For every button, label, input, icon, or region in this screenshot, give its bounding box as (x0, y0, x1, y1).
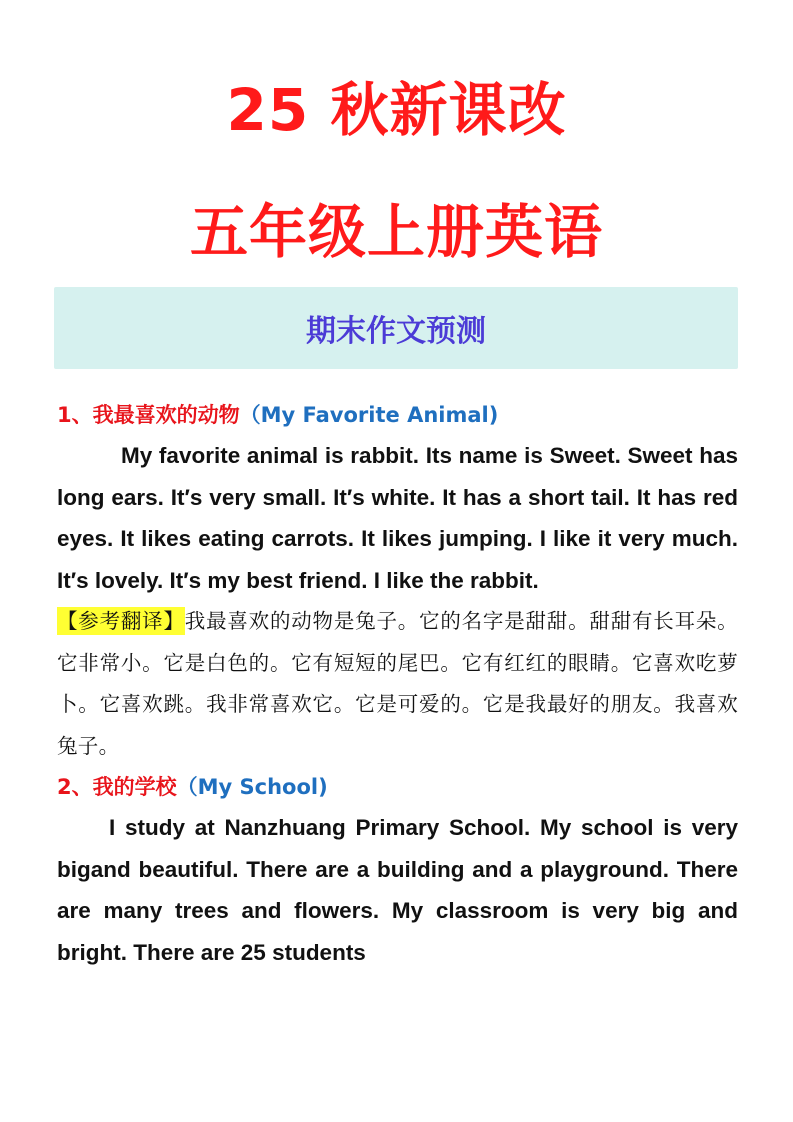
banner-text: 期末作文预测 (306, 314, 486, 349)
section-2-heading (57, 767, 738, 807)
essay-content (57, 395, 738, 973)
section-1-heading-cn: 1、我最喜欢的动物 (57, 403, 240, 427)
translation-tag: 【参考翻译】 (57, 609, 185, 633)
section-1-essay: My favorite animal is rabbit. Its name is Sweet. Sweet has long ears. It′s very small. It′s white. It has a short tail. It has red eyes. It likes eating carrots. It likes jumping. I like it very much. It′s lovely. It′s my best friend. I like the rabbit. (57, 443, 738, 593)
title-line-1: 25 秋新课改 (226, 76, 567, 144)
section-2-heading-cn: 2、我的学校 (57, 775, 177, 799)
title-line-2: 五年级上册英语 (189, 198, 603, 266)
section-1-heading (57, 395, 738, 435)
section-2-heading-en: （My School) (176, 775, 328, 799)
section-1-heading-en: （My Favorite Animal) (239, 403, 499, 427)
subtitle-banner (54, 287, 738, 369)
section-1-translation: 我最喜欢的动物是兔子。它的名字是甜甜。甜甜有长耳朵。它非常小。它是白色的。它有短短的尾巴。它有红红的眼睛。它喜欢吃萝卜。它喜欢跳。我非常喜欢它。它是可爱的。它是我最好的朋友。我喜欢兔子。 (57, 609, 738, 758)
section-1-translation-para (57, 601, 738, 767)
section-2-essay: I study at Nanzhuang Primary School. My school is very bigand beautiful. There are a building and a playground. There are many trees and flowers. My classroom is very big and bright. There are 25 students (57, 815, 738, 965)
